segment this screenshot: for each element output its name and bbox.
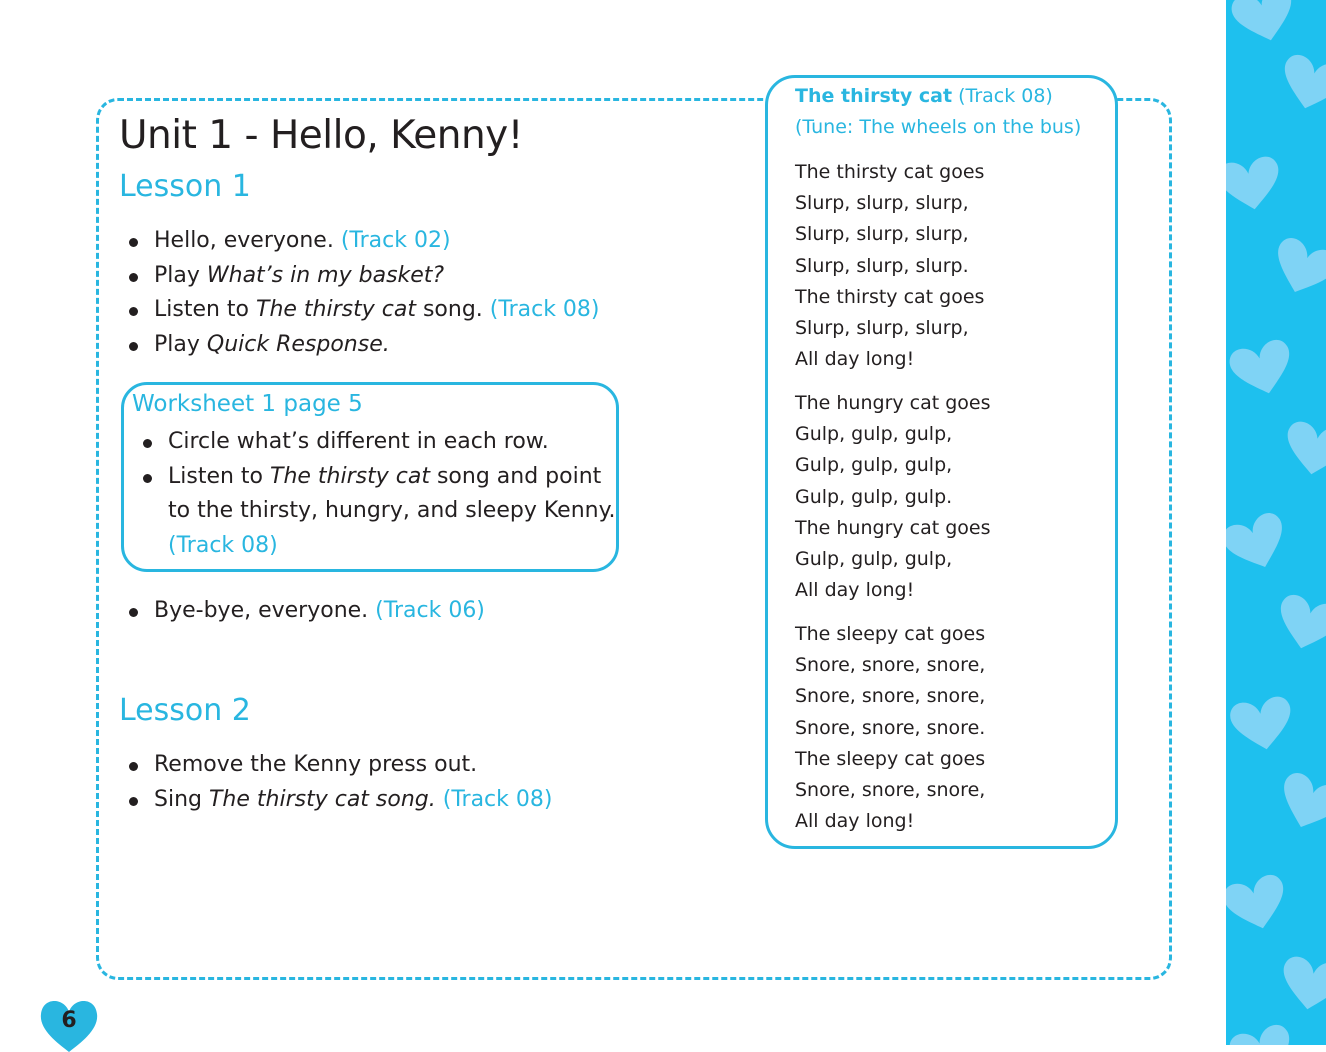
list-item: Bye-bye, everyone. (Track 06) <box>120 594 485 629</box>
page-number: 6 <box>61 1008 77 1033</box>
lyric-line: Gulp, gulp, gulp, <box>795 423 953 446</box>
heart-icon <box>1227 337 1299 401</box>
lyric-line: The thirsty cat goes <box>795 161 985 183</box>
heart-icon <box>1226 155 1285 215</box>
list-item-continuation: (Track 08) <box>168 532 278 558</box>
heart-icon <box>1228 695 1296 755</box>
lyric-line: All day long! <box>795 579 915 602</box>
list-item: Sing The thirsty cat song. (Track 08) <box>120 783 552 818</box>
heart-icon <box>1276 52 1326 116</box>
page-number-badge <box>38 996 100 1052</box>
verse-2 <box>795 388 991 606</box>
lyric-line: All day long! <box>795 348 915 371</box>
heart-icon <box>1227 1022 1299 1045</box>
list-item: Listen to The thirsty cat song. (Track 08) <box>120 293 600 328</box>
lyric-line: The hungry cat goes <box>795 392 991 414</box>
lesson-1-closing <box>120 594 485 629</box>
list-item: Hello, everyone. (Track 02) <box>120 224 600 259</box>
lesson-2-list <box>120 748 552 817</box>
heart-pattern <box>1226 0 1326 1045</box>
lesson-1-list <box>120 224 600 362</box>
lyric-line: Gulp, gulp, gulp, <box>795 454 953 477</box>
unit-title: Unit 1 - Hello, Kenny! <box>119 113 523 158</box>
song-tune: (Tune: The wheels on the bus) <box>795 116 1082 138</box>
list-item: Circle what’s different in each row. <box>134 425 615 460</box>
list-item: Listen to The thirsty cat song and point <box>134 460 615 495</box>
heart-icon <box>1266 234 1326 302</box>
heart-pattern-strip <box>1226 0 1326 1045</box>
list-item: Play What’s in my basket? <box>120 259 600 294</box>
verse-3 <box>795 619 985 837</box>
heart-icon <box>1226 509 1294 577</box>
song-lyrics-box <box>765 75 1118 849</box>
lyric-line: All day long! <box>795 810 915 833</box>
heart-icon <box>1272 592 1326 656</box>
worksheet-box <box>121 382 619 572</box>
lesson-2-title: Lesson 2 <box>119 693 251 728</box>
lyric-line: Snore, snore, snore. <box>795 716 986 739</box>
song-title: The thirsty cat (Track 08) <box>795 85 1053 107</box>
heart-icon <box>1281 420 1326 480</box>
list-item: Play Quick Response. <box>120 328 600 363</box>
lyric-line: Slurp, slurp, slurp, <box>795 192 969 215</box>
list-item-continuation: to the thirsty, hungry, and sleepy Kenny. <box>168 498 616 524</box>
lyric-line: The hungry cat goes <box>795 516 991 539</box>
heart-icon <box>1277 955 1326 1015</box>
lyric-line: Snore, snore, snore, <box>795 685 986 708</box>
worksheet-title: Worksheet 1 page 5 <box>132 391 363 417</box>
lyric-line: Snore, snore, snore, <box>795 654 986 677</box>
lyric-line: The sleepy cat goes <box>795 747 986 770</box>
lyric-line: Slurp, slurp, slurp, <box>795 223 969 246</box>
lyric-line: Slurp, slurp, slurp, <box>795 316 969 339</box>
verse-1 <box>795 157 984 375</box>
lyric-line: The sleepy cat goes <box>795 623 986 645</box>
lyric-line: The thirsty cat goes <box>795 285 985 308</box>
lyric-line: Gulp, gulp, gulp, <box>795 547 953 570</box>
lyric-line: Gulp, gulp, gulp. <box>795 485 953 508</box>
lesson-1-title: Lesson 1 <box>119 169 251 204</box>
heart-icon <box>1272 769 1326 837</box>
heart-icon <box>1229 0 1301 48</box>
lyric-line: Snore, snore, snore, <box>795 778 986 801</box>
lyric-line: Slurp, slurp, slurp. <box>795 254 969 277</box>
heart-icon <box>1226 872 1292 936</box>
list-item: Remove the Kenny press out. <box>120 748 552 783</box>
worksheet-list <box>134 425 615 563</box>
